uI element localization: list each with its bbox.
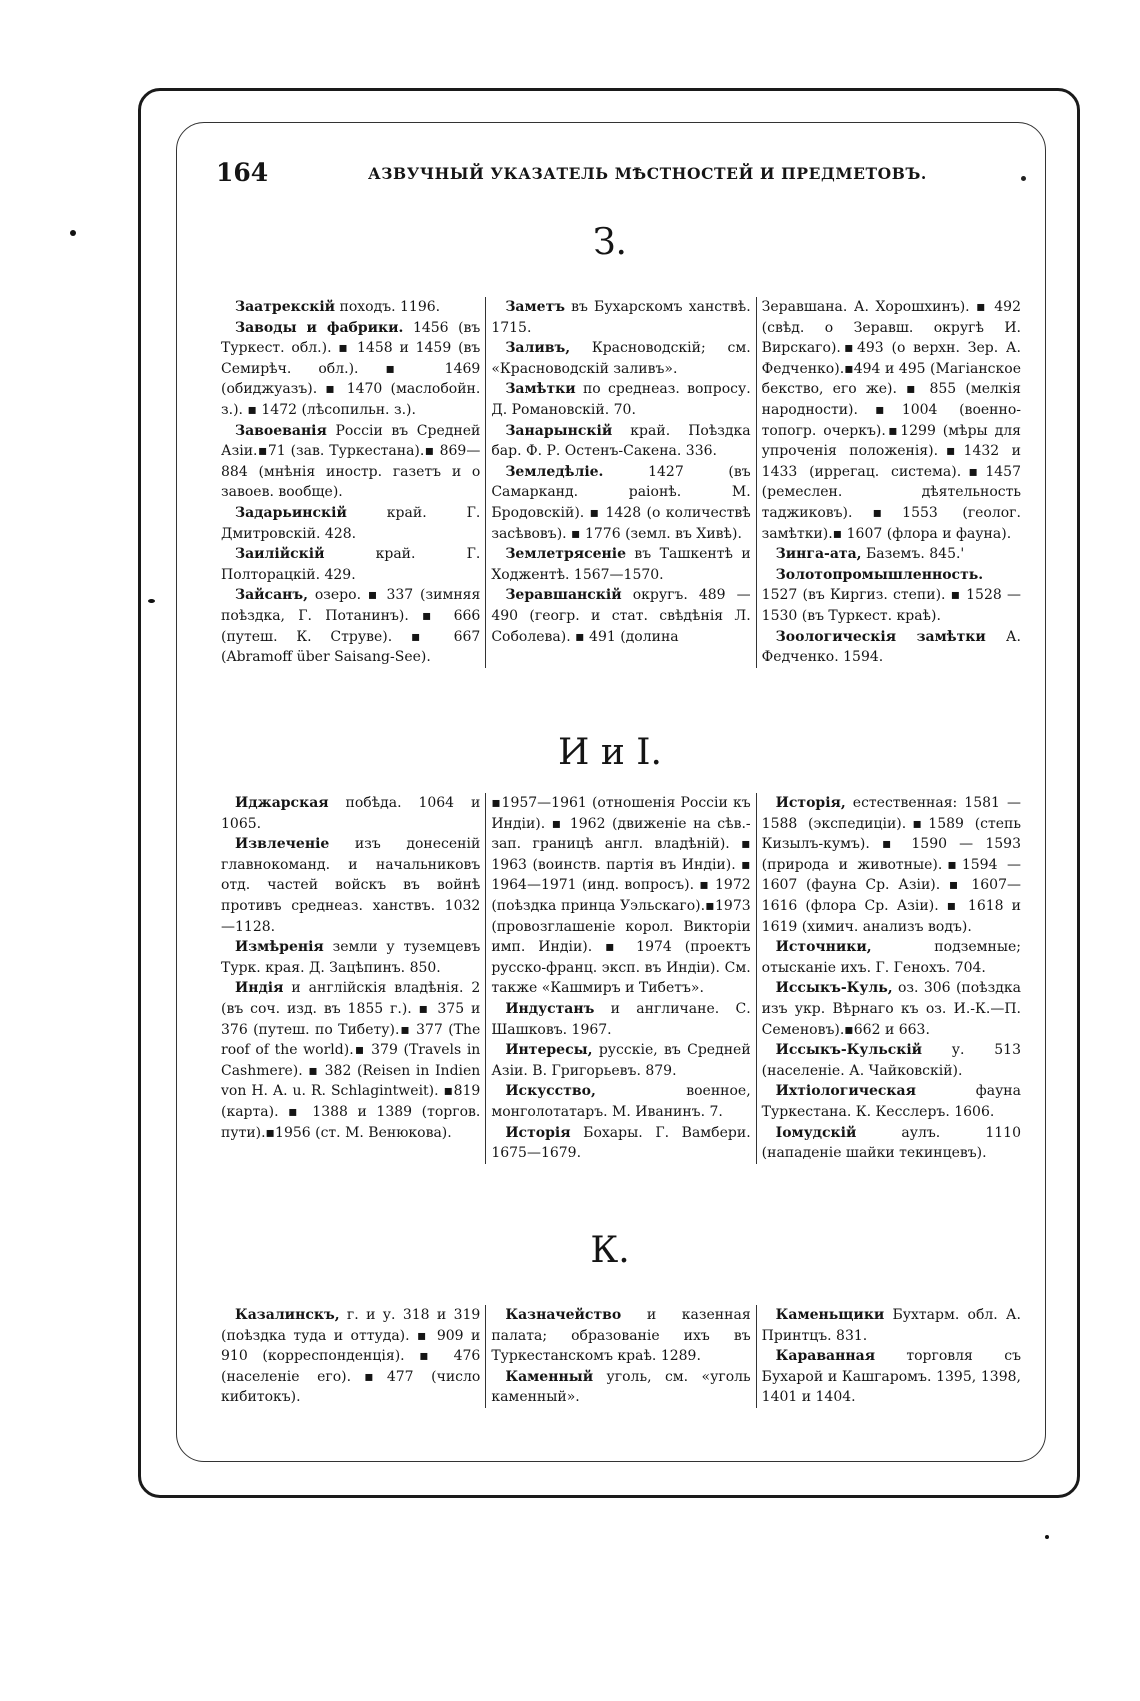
- entry-text: и казенная палата; образованіе ихъ въ Туркестанскомъ краѣ. 1289.: [491, 1307, 751, 1365]
- column: [216, 297, 485, 668]
- entry-text: и англійскія владѣнія. 2 (въ соч. изд. въ 1855 г.). ▪ 375 и 376 (путеш. по Тибету).▪ 377 (The roof of the world).▪ 379 (Travels in Cashmere). ▪ 382 (Reisen in Indien von H. A. u. R. Schlagintweit). ▪819 (карта). ▪ 1388 и 1389 (торгов. пути).▪1956 (ст. М. Венюкова).: [221, 980, 481, 1141]
- entry-text: 1527 (въ Киргиз. степи). ▪ 1528 —1530 (въ Туркест. краѣ).: [761, 587, 1021, 624]
- entry-term: Золотопромышленность.: [775, 566, 984, 583]
- section-k-columns: [216, 1305, 1026, 1408]
- entry-text: торговля съ Бухарой и Кашгаромъ. 1395, 1398, 1401 и 1404.: [761, 1348, 1021, 1406]
- index-entry: [762, 1123, 1021, 1164]
- entry-text: край. Поѣздка бар. Ф. Р. Остенъ-Сакена. 336.: [491, 422, 751, 460]
- entry-term: Заметъ: [505, 299, 565, 315]
- index-entry: [762, 297, 1021, 544]
- index-entry: [491, 297, 750, 338]
- entry-text: военное, монголотатаръ. М. Иванинъ. 7.: [491, 1083, 751, 1120]
- entry-text: озеро. ▪ 337 (зимняя поѣздка, Г. Потанинъ). ▪ 666 (путеш. К. Струве). ▪ 667 (Abramoff über Saisang-See).: [221, 587, 481, 666]
- entry-text: въ Бухарскомъ ханствѣ. 1715.: [491, 299, 751, 336]
- index-entry: [491, 421, 750, 462]
- entry-text: у. 513 (населеніе. А. Чайковскій).: [761, 1042, 1021, 1079]
- entry-text: оз. 306 (поѣздка изъ укр. Вѣрнаго къ оз. И.-К.—П. Семеновъ).▪662 и 663.: [761, 980, 1021, 1038]
- entry-term: Измѣренія: [235, 939, 324, 956]
- entry-text: округъ. 489 —490 (геогр. и стат. свѣдѣнія Л. Соболева). ▪ 491 (долина: [491, 587, 751, 645]
- margin-mark: [148, 599, 155, 603]
- index-entry: [491, 1123, 750, 1164]
- index-entry: [762, 978, 1021, 1040]
- entry-text: аулъ. 1110 (нападеніе шайки текинцевъ).: [761, 1124, 1021, 1162]
- entry-term: Задарьинскій: [235, 504, 347, 521]
- entry-text: земли у туземцевъ Турк. края. Д. Зацѣпинъ. 850.: [221, 939, 481, 976]
- index-entry: [762, 937, 1021, 978]
- section-heading: З.: [593, 222, 627, 263]
- column: [485, 1305, 755, 1408]
- column: [756, 297, 1026, 668]
- index-entry: [221, 297, 480, 318]
- index-entry: [491, 1081, 750, 1122]
- entry-text: по среднеаз. вопросу. Д. Романовскій. 70.: [491, 381, 751, 418]
- index-entry: [221, 544, 480, 585]
- entry-term: Земледѣліе.: [505, 463, 604, 480]
- entry-term: Занарынскій: [505, 422, 613, 439]
- entry-term: Исторія: [505, 1124, 571, 1141]
- entry-term: Иджарская: [235, 795, 329, 811]
- column: [756, 1305, 1026, 1408]
- entry-text: А. Федченко. 1594.: [761, 628, 1021, 666]
- index-entry: [221, 585, 480, 667]
- entry-text: фауна Туркестана. К. Кесслеръ. 1606.: [761, 1083, 1021, 1120]
- index-entry: [762, 793, 1021, 937]
- entry-term: Казначейство: [505, 1307, 622, 1323]
- entry-term: Заводы и фабрики.: [235, 319, 404, 336]
- entry-term: Заилійскій: [235, 546, 325, 563]
- margin-mark: [70, 230, 76, 236]
- running-title: АЗВУЧНЫЙ УКАЗАТЕЛЬ МѢСТНОСТЕЙ И ПРЕДМЕТОВЪ.: [368, 164, 927, 183]
- column: [216, 793, 485, 1164]
- entry-term: Заливъ,: [505, 340, 571, 357]
- column: [216, 1305, 485, 1408]
- entry-text: въ Ташкентѣ и Ходжентѣ. 1567—1570.: [491, 546, 751, 583]
- index-entry: [491, 1040, 750, 1081]
- entry-text: Баземъ. 845.': [861, 546, 965, 563]
- entry-term: Искусство,: [505, 1083, 596, 1100]
- index-entry: [762, 565, 1021, 627]
- entry-text: Бохары. Г. Вамбери. 1675—1679.: [491, 1124, 751, 1162]
- entry-term: Зайсанъ,: [235, 587, 309, 604]
- index-entry: [221, 793, 480, 834]
- column: [485, 793, 755, 1164]
- index-entry: [221, 937, 480, 978]
- entry-text: ▪1957—1961 (отношенія Россіи къ Индіи). ▪ 1962 (движеніе на сѣв.-зап. границѣ англ. владѣній). ▪ 1963 (воинств. партія въ Индіи). ▪ 1964—1971 (инд. вопросъ). ▪ 1972 (поѣздка принца Уэльскаго).▪1973 (провозглашеніе корол. Викторіи имп. Индіи). ▪ 1974 (проектъ русско-франц. эксп. въ Индіи). См. также «Кашмиръ и Тибетъ».: [491, 795, 751, 997]
- entry-term: Казалинскъ,: [235, 1307, 340, 1323]
- entry-text: г. и у. 318 и 319 (поѣздка туда и оттуда). ▪ 909 и 910 (корреспонденція). ▪ 476 (населеніе его).▪477 (число кибитокъ).: [221, 1307, 481, 1406]
- index-entry: [491, 462, 750, 544]
- index-entry: [491, 793, 750, 999]
- entry-term: Землетрясеніе: [505, 546, 626, 563]
- entry-text: русскіе, въ Средней Азіи. В. Григорьевъ. 879.: [491, 1042, 751, 1079]
- entry-text: естественная: 1581 —1588 (экспедиціи).▪1589 (степь Кизылъ-кумъ). ▪ 1590 — 1593 (природа и животные).▪1594 — 1607 (фауна Ср. Азіи). ▪ 1607— 1616 (флора Ср. Азіи). ▪ 1618 и 1619 (химич. анализъ водъ).: [761, 795, 1021, 935]
- index-entry: [762, 627, 1021, 668]
- entry-text: край. Г. Полторацкій. 429.: [221, 546, 481, 583]
- entry-term: Зоологическія замѣтки: [775, 628, 986, 645]
- margin-mark: [1045, 1535, 1049, 1539]
- index-entry: [491, 1367, 750, 1408]
- index-entry: [221, 978, 480, 1143]
- index-entry: [762, 1081, 1021, 1122]
- entry-text: Красноводскій; см. «Красноводскій заливъ».: [491, 340, 751, 377]
- entry-text: край. Г. Дмитровскій. 428.: [221, 504, 481, 542]
- entry-text: 1427 (въ Самарканд. раіонѣ. М. Бродовскій). ▪ 1428 (о количествѣ засѣвовъ). ▪ 1776 (земл. въ Хивѣ).: [491, 463, 751, 542]
- entry-text: Россіи въ Средней Азіи.▪71 (зав. Туркестана).▪ 869—884 (мнѣнія иностр. газетъ и о завоев. вообще).: [221, 422, 481, 501]
- column: [756, 793, 1026, 1164]
- entry-term: Интересы,: [505, 1042, 593, 1059]
- entry-term: Извлеченіе: [235, 836, 330, 853]
- entry-text: уголь, см. «уголь каменный».: [491, 1368, 751, 1406]
- entry-term: Завоеванія: [235, 422, 327, 439]
- entry-term: Караванная: [775, 1348, 876, 1365]
- entry-text: подземные; отысканіе ихъ. Г. Генохъ. 704.: [761, 939, 1021, 976]
- index-entry: [491, 1305, 750, 1367]
- entry-text: Бухтарм. обл. А. Принтцъ. 831.: [761, 1307, 1021, 1344]
- index-entry: [491, 585, 750, 647]
- index-entry: [762, 1305, 1021, 1346]
- entry-term: Замѣтки: [505, 381, 576, 398]
- section-heading: К.: [590, 1230, 630, 1271]
- index-entry: [491, 379, 750, 420]
- section-z-columns: [216, 297, 1026, 668]
- index-entry: [491, 544, 750, 585]
- entry-term: Каменный: [505, 1368, 594, 1385]
- entry-text: изъ донесеній главнокоманд. и начальниковъ отд. частей войскъ въ войнѣ противъ среднеаз. ханствъ. 1032 —1128.: [221, 836, 481, 935]
- section-i-columns: [216, 793, 1026, 1164]
- index-entry: [221, 834, 480, 937]
- entry-term: Зеравшанскій: [505, 587, 622, 604]
- entry-term: Иссыкъ-Кульскій: [775, 1042, 923, 1059]
- index-entry: [762, 1040, 1021, 1081]
- entry-text: Зеравшана. А. Хорошхинъ). ▪ 492 (свѣд. о Зеравш. округѣ И. Вирскаго).▪493 (о верхн. Зер. А. Федченко).▪494 и 495 (Магіанское бекство, его же). ▪ 855 (мелкія народности).▪1004 (военно-топогр. очеркъ).▪1299 (мѣры для упроченія положенія).▪1432 и 1433 (иррегац. система).▪1457 (ремеслен. дѣятельность таджиковъ).▪1553 (геолог. замѣтки).▪ 1607 (флора и фауна).: [761, 299, 1021, 542]
- index-entry: [221, 421, 480, 503]
- entry-term: Индія: [235, 980, 284, 997]
- entry-text: и англичане. С. Шашковъ. 1967.: [491, 1000, 751, 1038]
- entry-term: Иссыкъ-Куль,: [775, 980, 893, 997]
- column: [485, 297, 755, 668]
- entry-term: Ихтіологическая: [775, 1083, 916, 1100]
- entry-term: Исторія,: [775, 795, 846, 811]
- entry-term: Источники,: [775, 939, 872, 956]
- index-entry: [491, 338, 750, 379]
- index-entry: [221, 318, 480, 421]
- entry-term: Каменьщики: [775, 1307, 885, 1323]
- index-entry: [221, 503, 480, 544]
- entry-text: побѣда. 1064 и 1065.: [221, 795, 481, 832]
- entry-term: Заатрекскій: [235, 299, 336, 315]
- section-heading: И и I.: [558, 732, 662, 773]
- index-entry: [491, 999, 750, 1040]
- entry-text: походъ. 1196.: [335, 299, 441, 315]
- entry-text: 1456 (въ Туркест. обл.). ▪ 1458 и 1459 (въ Семирѣч. обл.). ▪ 1469 (обиджуазъ). ▪ 1470 (маслобойн. з.). ▪ 1472 (лѣсопильн. з.).: [221, 319, 481, 418]
- page-number: 164: [216, 158, 269, 187]
- entry-term: Зинга-ата,: [775, 546, 862, 563]
- index-entry: [221, 1305, 480, 1408]
- index-entry: [762, 544, 1021, 565]
- entry-term: Индустанъ: [505, 1000, 595, 1017]
- page-header: [216, 158, 1026, 194]
- header-mark: [1021, 176, 1026, 181]
- index-entry: [762, 1346, 1021, 1408]
- entry-term: Іомудскій: [775, 1124, 857, 1141]
